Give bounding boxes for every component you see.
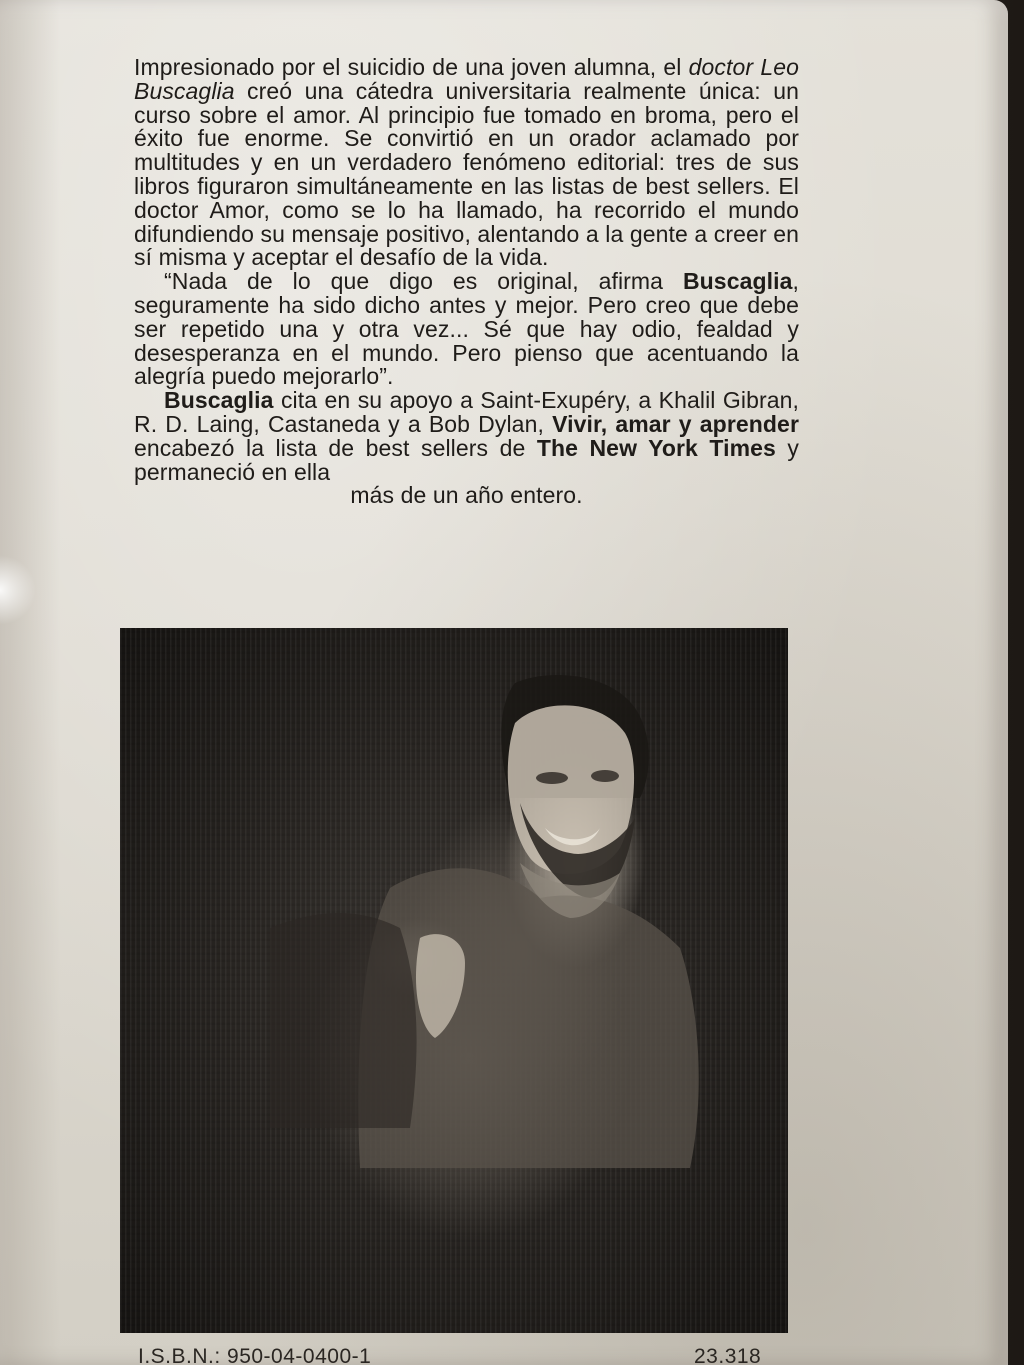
author-photo (120, 628, 788, 1333)
book-title-bold: Vivir, amar y aprender (552, 410, 800, 437)
blurb-p2-text-b: , seguramente ha sido dicho antes y mejor. Pero creo que debe ser repetido una y otra vez... Sé que hay odio, fealdad y desesperanza en el mundo. Pero pienso que acentuando la alegría puedo mejorarlo”. (134, 268, 799, 390)
blurb-p1-text-a: Impresionado por el suicidio de una joven alumna, el (134, 54, 689, 80)
newspaper-name-bold: The New York Times (536, 434, 776, 461)
blurb-p3-text-c: y permaneció en ella (134, 434, 799, 485)
spine-wear (0, 0, 60, 1365)
blurb-p2-text-a: “Nada de lo que digo es original, afirma (164, 268, 683, 295)
blurb-p1-text-b: creó una cátedra universitaria realmente única: un curso sobre el amor. Al principio fue tomado en broma, pero el éxito fue enorme. Se convirtió en un orador aclamado por multitudes y en un verdadero fenómeno editorial: tres de sus libros figuraron simultáneamente en las listas de best sellers. El doctor Amor, como se lo ha llamado, ha recorrido el mundo difundiendo su mensaje positivo, alentando a la gente a creer en sí misma y aceptar el desafío de la vida. (134, 77, 799, 271)
author-name-italic: doctor Leo Buscaglia (134, 54, 799, 104)
author-name-bold-1: Buscaglia (682, 268, 793, 295)
cover-crease (0, 555, 36, 625)
blurb-paragraph-1 (134, 56, 799, 270)
isbn-number: I.S.B.N.: 950-04-0400-1 (138, 1345, 372, 1365)
catalog-code: 23.318 (694, 1345, 762, 1365)
author-photo-figure (120, 628, 788, 1333)
blurb-paragraph-3 (134, 389, 799, 484)
blurb-last-line: más de un año entero. (350, 482, 583, 509)
blurb-text (134, 56, 799, 508)
blurb-paragraph-2 (134, 270, 799, 389)
blurb-p3-text-b: encabezó la lista de best sellers de (134, 434, 537, 461)
blurb-p3-text-a: cita en su apoyo a Saint-Exupéry, a Khalil Gibran, R. D. Laing, Castaneda y a Bob Dylan, (134, 387, 799, 437)
author-name-bold-2: Buscaglia (164, 387, 274, 414)
